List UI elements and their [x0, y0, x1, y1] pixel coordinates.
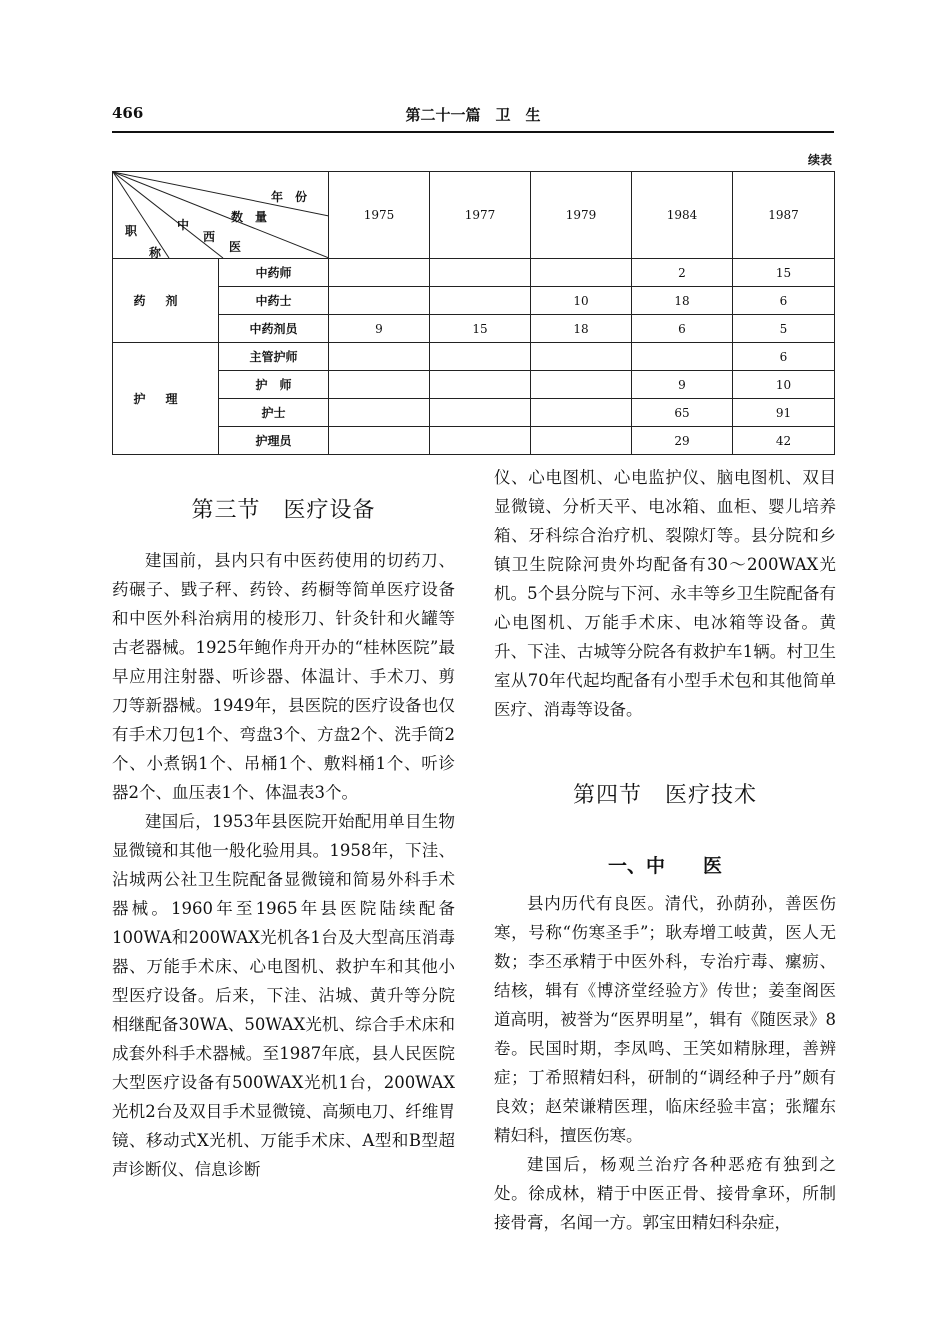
value-cell	[329, 399, 430, 427]
value-cell: 15	[733, 259, 835, 287]
paragraph: 建国前，县内只有中医药使用的切药刀、药碾子、戥子秤、药铃、药橱等简单医疗设备和中医外科治病用的棱形刀、针灸针和火罐等古老器械。1925年鲍作舟开办的“桂林医院”最早应用注射器、听诊器、体温计、手术刀、剪刀等新器械。1949年，县医院的医疗设备也仅有手术刀包1个、弯盘3个、方盘2个、洗手筒2个、小煮锅1个、吊桶1个、敷料桶1个、听诊器2个、血压表1个、体温表3个。	[112, 551, 455, 802]
right-column-bottom	[494, 889, 836, 1237]
value-cell	[329, 259, 430, 287]
position-cell: 中药师	[219, 259, 329, 287]
continued-label: 续表	[807, 153, 832, 167]
page-number: 466	[112, 104, 144, 122]
value-cell: 5	[733, 315, 835, 343]
position-cell: 护 师	[219, 371, 329, 399]
value-cell	[329, 427, 430, 455]
value-cell	[430, 427, 531, 455]
value-cell: 2	[632, 259, 733, 287]
value-cell	[531, 259, 632, 287]
year-header: 1979	[531, 172, 632, 259]
paragraph: 建国后，1953年县医院开始配用单目生物显微镜和其他一般化验用具。1958年，下洼、沾城两公社卫生院配备显微镜和简易外科手术器械。1960年至1965年县医院陆续配备100WA和200WAX光机各1台及大型高压消毒器、万能手术床、心电图机、救护车和其他小型医疗设备。后来，下洼、沾城、黄升等分院相继配备30WA、50WAX光机、综合手术床和成套外科手术器械。至1987年底，县人民医院大型医疗设备有500WAX光机1台，200WAX光机2台及双目手术显微镜、高频电刀、纤维胃镜、移动式X光机、万能手术床、A型和B型超声诊断仪、信息诊断	[112, 812, 455, 1179]
year-header: 1987	[733, 172, 835, 259]
table-header-row	[113, 172, 835, 259]
right-column-top	[494, 463, 836, 724]
table-row	[113, 259, 835, 287]
page-header	[112, 104, 834, 130]
value-cell: 9	[329, 315, 430, 343]
table-corner-header	[113, 172, 329, 259]
value-cell: 9	[632, 371, 733, 399]
value-cell	[430, 371, 531, 399]
year-header: 1977	[430, 172, 531, 259]
value-cell	[329, 287, 430, 315]
table-row	[113, 371, 835, 399]
running-title: 第二十一篇 卫 生	[405, 106, 541, 124]
corner-title-label: 称	[149, 246, 162, 260]
subsection-title: 一、中 医	[607, 855, 722, 877]
corner-position-label: 职	[125, 224, 138, 238]
corner-medicine-label: 医	[229, 240, 242, 254]
value-cell: 6	[733, 287, 835, 315]
value-cell	[430, 399, 531, 427]
staff-table	[112, 171, 835, 455]
category-cell: 药剂	[113, 259, 219, 343]
value-cell: 15	[430, 315, 531, 343]
value-cell: 10	[733, 371, 835, 399]
category-cell: 护理	[113, 343, 219, 455]
position-cell: 主管护师	[219, 343, 329, 371]
value-cell: 18	[632, 287, 733, 315]
section-title-equipment: 第三节 医疗设备	[191, 498, 376, 523]
corner-quantity-label: 数 量	[231, 210, 268, 224]
corner-diagonals	[113, 172, 329, 258]
value-cell	[329, 343, 430, 371]
value-cell	[531, 399, 632, 427]
table-row	[113, 399, 835, 427]
value-cell: 6	[733, 343, 835, 371]
value-cell: 18	[531, 315, 632, 343]
year-header: 1984	[632, 172, 733, 259]
position-cell: 护士	[219, 399, 329, 427]
value-cell	[632, 343, 733, 371]
value-cell: 65	[632, 399, 733, 427]
value-cell	[531, 343, 632, 371]
value-cell: 42	[733, 427, 835, 455]
paragraph: 建国后，杨观兰治疗各种恶疮有独到之处。徐成林，精于中医正骨、接骨拿环，所制接骨膏，名闻一方。郭宝田精妇科杂症，	[494, 1155, 836, 1232]
value-cell: 29	[632, 427, 733, 455]
value-cell	[430, 343, 531, 371]
corner-western-label: 西	[203, 230, 216, 244]
left-column	[112, 546, 455, 1184]
position-cell: 护理员	[219, 427, 329, 455]
section-title-technology: 第四节 医疗技术	[572, 783, 757, 808]
value-cell: 6	[632, 315, 733, 343]
value-cell	[430, 259, 531, 287]
value-cell	[531, 427, 632, 455]
position-cell: 中药士	[219, 287, 329, 315]
value-cell: 91	[733, 399, 835, 427]
value-cell	[430, 287, 531, 315]
table-row	[113, 315, 835, 343]
paragraph: 仪、心电图机、心电监护仪、脑电图机、双目显微镜、分析天平、电冰箱、血柜、婴儿培养箱、牙科综合治疗机、裂隙灯等。县分院和乡镇卫生院除河贵外均配备有30～200WAX光机。5个县分院与下河、永丰等乡卫生院配备有心电图机、万能手术床、电冰箱等设备。黄升、下洼、古城等分院各有救护车1辆。村卫生室从70年代起均配备有小型手术包和其他简单医疗、消毒等设备。	[494, 468, 836, 719]
table-row	[113, 287, 835, 315]
corner-chinese-label: 中	[177, 218, 190, 232]
value-cell	[329, 371, 430, 399]
paragraph: 县内历代有良医。清代，孙荫孙，善医伤寒，号称“伤寒圣手”；耿寿增工岐黄，医人无数；李丕承精于中医外科，专治疔毒、瘰疬、结核，辑有《博济堂经验方》传世；姜奎阁医道高明，被誉为“医界明星”，辑有《随医录》8卷。民国时期，李凤鸣、王笑如精脉理，善辨症；丁希照精妇科，研制的“调经种子丹”颇有良效；赵荣谦精医理，临床经验丰富；张耀东精妇科，擅医伤寒。	[494, 894, 836, 1145]
header-rule	[112, 131, 834, 133]
year-header: 1975	[329, 172, 430, 259]
corner-year-label: 年 份	[271, 190, 308, 204]
table-row	[113, 427, 835, 455]
table-row	[113, 343, 835, 371]
value-cell	[531, 371, 632, 399]
position-cell: 中药剂员	[219, 315, 329, 343]
value-cell: 10	[531, 287, 632, 315]
